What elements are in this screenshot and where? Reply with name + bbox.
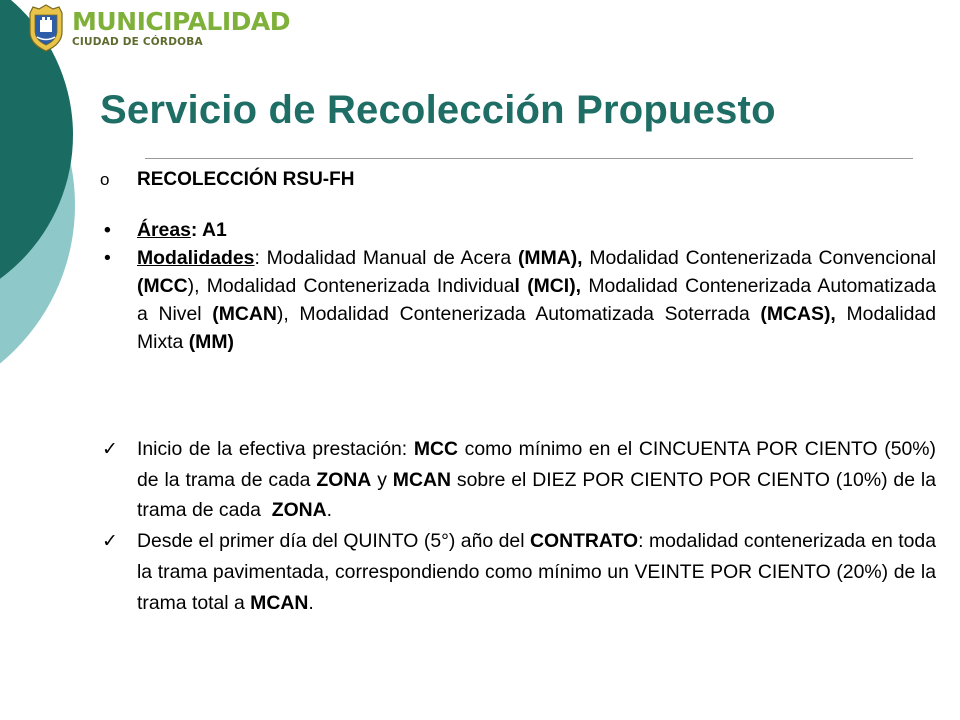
areas-value: : A1: [190, 219, 227, 241]
check-list: [100, 434, 942, 618]
check-keyword: ZONA: [271, 499, 327, 522]
coat-of-arms-icon: [26, 4, 66, 52]
modalidades-text: Modalidad Mixta: [137, 303, 936, 353]
circle-bullet-icon: o: [100, 170, 110, 189]
check-text: Inicio de la efectiva prestación:: [137, 438, 414, 460]
municipality-logo: [26, 4, 290, 52]
check-item-quinto: [100, 526, 936, 618]
modalidades-label: Modalidades: [137, 247, 255, 269]
checkmark-icon: ✓: [102, 530, 118, 553]
modalidades-code: (MCAN: [212, 303, 277, 325]
page-title: Servicio de Recolección Propuesto: [100, 88, 776, 132]
bullet-icon: •: [104, 219, 111, 241]
check-keyword: CONTRATO: [530, 530, 639, 553]
check-keyword: MCAN: [250, 591, 309, 614]
check-keyword: MCC: [413, 438, 458, 460]
check-text: como mínimo en el CINCUENTA POR CIENTO (50%) de la trama de cada: [137, 438, 937, 491]
check-keyword: ZONA: [316, 468, 372, 491]
modalidades-text: Modalidad Contenerizada Automatizada a Nivel: [137, 275, 936, 325]
check-text: Desde el primer día del QUINTO (5°) año del: [137, 530, 530, 553]
bullet-list: [100, 216, 936, 356]
list-item-modalidades: [100, 244, 936, 356]
modalidades-code: (MM): [188, 331, 234, 353]
modalidades-code: l (MCI),: [514, 275, 582, 297]
modalidades-code: (MCC: [137, 275, 188, 297]
areas-label: Áreas: [137, 219, 191, 241]
logo-sub-text: CIUDAD DE CÓRDOBA: [72, 35, 203, 48]
check-item-inicio: [100, 434, 942, 526]
check-text: .: [326, 499, 333, 522]
section-heading-label: RECOLECCIÓN RSU-FH: [137, 169, 355, 190]
modalidades-text: Modalidad Contenerizada Convencional: [582, 247, 937, 269]
list-item-areas: [100, 216, 936, 244]
check-text: sobre el DIEZ POR CIENTO POR CIENTO (10%) de la trama de cada: [137, 468, 942, 522]
checkmark-icon: ✓: [102, 438, 118, 460]
check-text: y: [371, 468, 393, 491]
check-keyword: MCAN: [392, 468, 451, 491]
check-text: .: [308, 591, 314, 614]
modalidades-text: ), Modalidad Contenerizada Automatizada Soterrada: [276, 303, 761, 325]
logo-main-text: MUNICIPALIDAD: [72, 6, 291, 36]
modalidades-code: (MMA),: [517, 247, 583, 269]
modalidades-code: (MCAS),: [760, 303, 836, 325]
check-text: : modalidad contenerizada en toda la trama pavimentada, correspondiendo como mínimo un VEINTE POR CIENTO (20%) de la trama total a: [137, 530, 936, 614]
title-divider: [145, 158, 913, 159]
modalidades-text: : Modalidad Manual de Acera: [254, 247, 518, 269]
section-heading: [100, 169, 354, 191]
modalidades-text: ), Modalidad Contenerizada Individua: [187, 275, 515, 297]
bullet-icon: •: [104, 247, 111, 269]
